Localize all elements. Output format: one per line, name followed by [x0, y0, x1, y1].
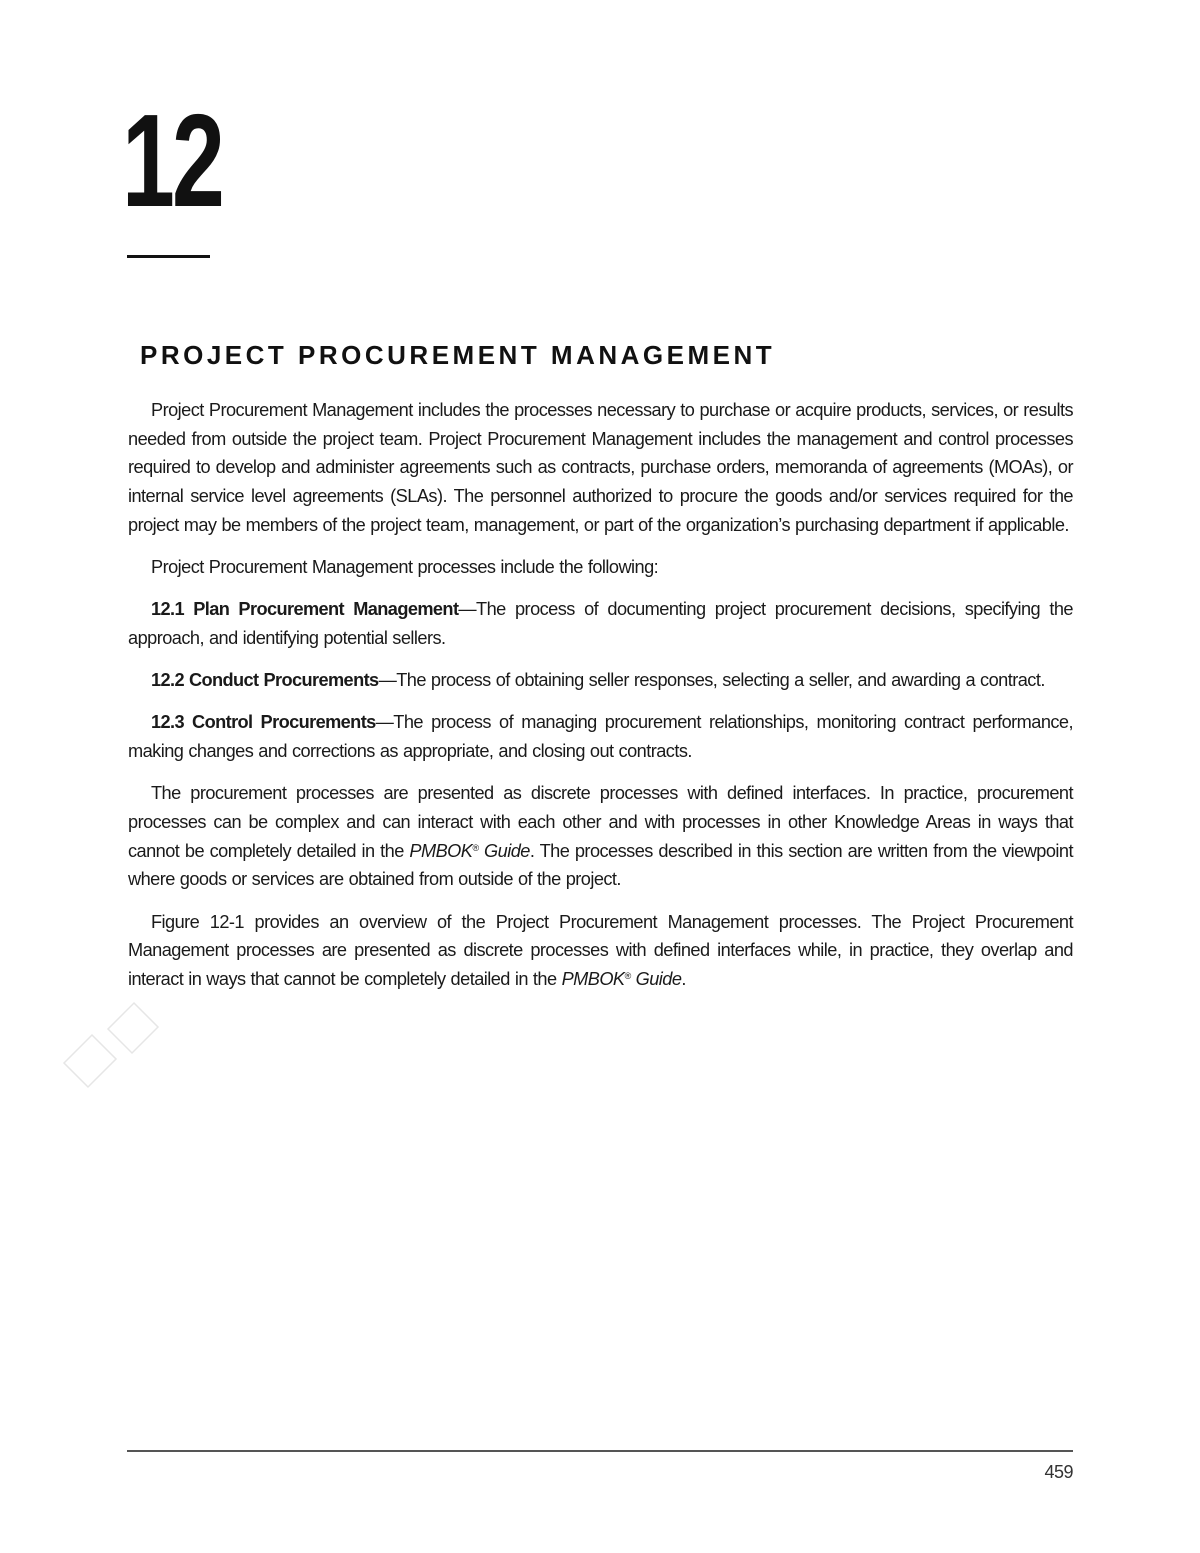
process-item-12-2 [128, 666, 1073, 695]
process-list-intro: Project Procurement Management processes include the following: [151, 557, 659, 578]
process-description: —The process of obtaining seller responses, selecting a seller, and awarding a contract. [378, 670, 1045, 691]
chapter-number: 12 [122, 87, 222, 234]
chapter-body [128, 396, 1073, 1007]
registered-mark: ® [624, 970, 631, 981]
footer-rule [127, 1450, 1073, 1452]
chapter-rule [127, 255, 210, 258]
process-label: 12.3 Control Procurements [151, 712, 376, 733]
guide-title: PMBOK® Guide [561, 968, 682, 989]
process-label: 12.2 Conduct Procurements [151, 670, 379, 691]
guide-title: PMBOK® Guide [409, 840, 530, 861]
process-item-12-3 [128, 708, 1073, 765]
paragraph-text: . [681, 968, 686, 989]
figure-overview-paragraph [128, 908, 1073, 994]
paragraph-text: Figure 12-1 provides an overview of the Project Procurement Management processes. The Project Procurement Management processes are presented as discrete processes with defined interfaces while, in practice, they overlap and interact in ways that cannot be completely detailed in the [128, 911, 1073, 989]
process-description: —The process of documenting project procurement decisions, specifying the approach, and identifying potential sellers. [128, 599, 1073, 648]
chapter-title: PROJECT PROCUREMENT MANAGEMENT [140, 340, 776, 370]
watermark-mark [56, 995, 166, 1095]
process-description: —The process of managing procurement relationships, monitoring contract performance, making changes and corrections as appropriate, and closing out contracts. [128, 712, 1073, 762]
paragraph-text: The procurement processes are presented as discrete processes with defined interfaces. In practice, procurement processes can be complex and can interact with each other and with processes in other Knowledge Areas in ways that cannot be completely detailed in the [128, 783, 1073, 861]
registered-mark: ® [472, 842, 479, 853]
intro-paragraph: Project Procurement Management includes the processes necessary to purchase or acquire products, services, or results needed from outside the project team. Project Procurement Management includes the management and control processes required to develop and administer agreements such as contracts, purchase orders, memoranda of agreements (MOAs), or internal service level agreements (SLAs). The personnel authorized to procure the goods and/or services required for the project may be members of the project team, management, or part of the organization’s purchasing department if applicable. [128, 400, 1073, 535]
processes-paragraph [128, 779, 1073, 894]
page-number: 459 [1044, 1462, 1073, 1482]
process-label: 12.1 Plan Procurement Management [151, 599, 459, 620]
paragraph-text: . The processes described in this section are written from the viewpoint where goods or services are obtained from outside of the project. [128, 840, 1073, 890]
process-item-12-1 [128, 595, 1073, 652]
